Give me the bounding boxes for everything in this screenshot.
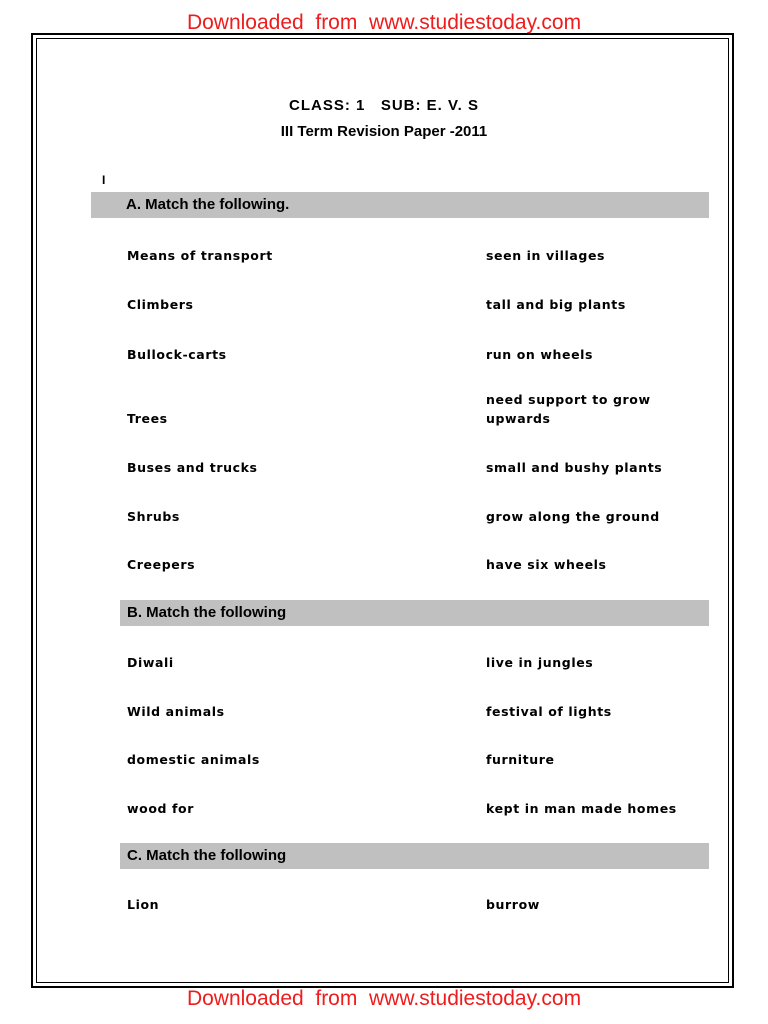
section-c-left-item: Lion (127, 897, 160, 912)
section-c-header: C. Match the following (120, 843, 709, 869)
section-a-left-item: Buses and trucks (127, 460, 258, 475)
section-a-right-item: grow along the ground (486, 509, 660, 524)
section-a-right-item: seen in villages (486, 248, 606, 263)
class-subject-title: CLASS: 1 SUB: E. V. S (289, 97, 479, 114)
section-b-header: B. Match the following (120, 600, 709, 626)
section-marker: I (102, 173, 106, 187)
section-a-header: A. Match the following. (91, 192, 709, 218)
section-b-left-item: wood for (127, 801, 195, 816)
section-b-right-item: kept in man made homes (486, 801, 677, 816)
section-a-right-item: have six wheels (486, 557, 607, 572)
watermark-top: Downloaded from www.studiestoday.com (186, 11, 582, 34)
section-a-left-item: Shrubs (127, 509, 180, 524)
section-a-left-item: Creepers (127, 557, 196, 572)
section-b-right-item: live in jungles (486, 655, 594, 670)
section-a-left-item: Bullock-carts (127, 347, 227, 362)
section-b-left-item: Diwali (127, 655, 174, 670)
section-c-right-item: burrow (486, 897, 540, 912)
section-b-right-item: festival of lights (486, 704, 612, 719)
section-a-right-item: tall and big plants (486, 297, 626, 312)
section-b-left-item: domestic animals (127, 752, 260, 767)
section-b-left-item: Wild animals (127, 704, 225, 719)
watermark-bottom: Downloaded from www.studiestoday.com (186, 987, 582, 1010)
section-a-left-item: Trees (127, 411, 168, 426)
section-a-right-item: need support to grow upwards (486, 392, 651, 426)
section-a-right-item: run on wheels (486, 347, 594, 362)
section-b-right-item: furniture (486, 752, 555, 767)
section-a-left-item: Means of transport (127, 248, 273, 263)
section-a-left-item: Climbers (127, 297, 194, 312)
section-a-right-item: small and bushy plants (486, 460, 663, 475)
paper-title: III Term Revision Paper -2011 (280, 123, 488, 140)
